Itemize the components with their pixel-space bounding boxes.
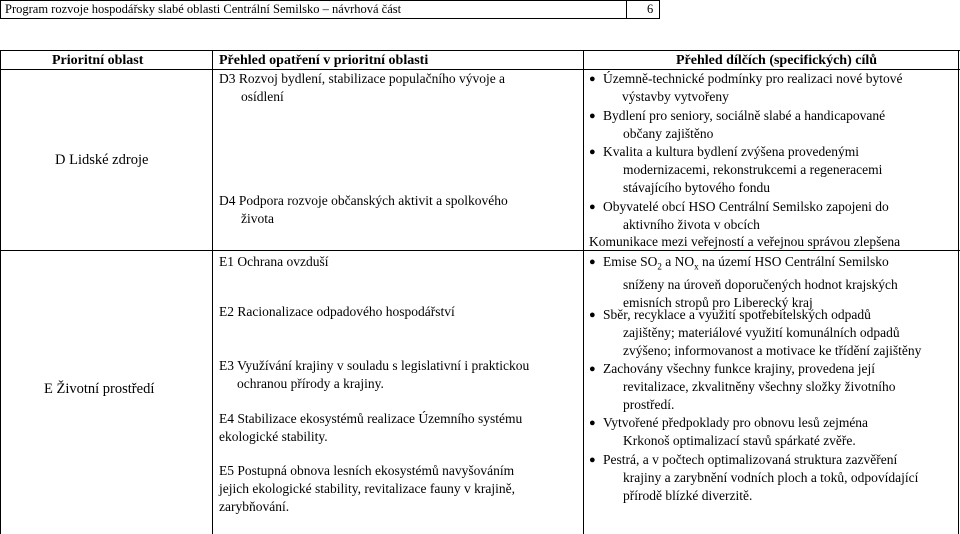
bullet-icon: ●: [589, 256, 596, 268]
bullet-icon: ●: [589, 454, 596, 466]
bullet-icon: ●: [589, 417, 596, 429]
priority-area-d: D Lidské zdroje: [55, 152, 149, 168]
page-header: [0, 0, 660, 19]
bullet-icon: ●: [589, 309, 596, 321]
column-divider-2: [583, 50, 584, 534]
bullet-icon: ●: [589, 73, 596, 85]
goal-e-1: ● Emise $SO_2$ a $NO_x$ na území HSO Centrální Semilsko sníženy na úroveň doporučených hodnot krajských emisních stropů pro Liberecký kraj: [603, 253, 959, 312]
measure-e2: E2 Racionalizace odpadového hospodářství: [219, 304, 455, 319]
measure-e3: E3 Využívání krajiny v souladu s legislativní i praktickou ochranou přírody a krajiny.: [219, 358, 530, 391]
table-left-border: [0, 50, 1, 534]
column-header-goals: Přehled dílčích (specifických) cílů: [676, 53, 878, 68]
column-divider-1: [212, 50, 213, 534]
goal-d-1: ● Územně-technické podmínky pro realizaci nové bytové výstavby vytvořeny: [589, 71, 903, 104]
bullet-icon: ●: [589, 201, 596, 213]
bullet-icon: ●: [589, 363, 596, 375]
document-title: Program rozvoje hospodářsky slabé oblasti Centrální Semilsko – návrhová část: [5, 2, 402, 16]
column-header-measures: Přehled opatření v prioritní oblasti: [219, 53, 429, 68]
measure-e4: E4 Stabilizace ekosystémů realizace Územního systému ekologické stability.: [219, 411, 523, 444]
header-divider: [626, 1, 627, 18]
goal-d-3: ● Kvalita a kultura bydlení zvýšena provedenými modernizacemi, rekonstrukcemi a regeneracemi stávajícího bytového fondu: [589, 144, 883, 195]
goal-d-4: ● Obyvatelé obcí HSO Centrální Semilsko zapojeni do aktivního života v obcích: [589, 199, 889, 232]
measure-e5: E5 Postupná obnova lesních ekosystémů navyšováním jejich ekologické stability, revitalizace fauny v krajině, zarybňování.: [219, 463, 516, 514]
bullet-icon: ●: [589, 110, 596, 122]
goal-e-4: ● Vytvořené předpoklady pro obnovu lesů zejména Krkonoš optimalizací stavů spárkaté zvěře.: [589, 415, 869, 448]
column-header-area: Prioritní oblast: [52, 53, 144, 68]
goal-e-3: ● Zachovány všechny funkce krajiny, provedena její revitalizace, zkvalitněny všechny složky životního prostředí.: [589, 361, 896, 412]
emission-goal-line: Emise $SO_2$ a $NO_x$ na území HSO Centrální Semilsko: [603, 254, 889, 272]
page-number: 6: [647, 2, 654, 16]
bullet-icon: ●: [589, 146, 596, 158]
goal-e-5: ● Pestrá, a v počtech optimalizovaná struktura zazvěření krajiny a zarybnění vodních ploch a toků, odpovídající přírodě blízké diverzitě.: [589, 452, 919, 503]
closing-goal-d: Komunikace mezi veřejností a veřejnou správou zlepšena: [589, 234, 901, 249]
measure-e1: E1 Ochrana ovzduší: [219, 254, 329, 269]
table-top-border: [0, 50, 960, 51]
goal-e-2: ● Sběr, recyklace a využití spotřebitelských odpadů zajištěny; materiálové využití komunálních odpadů zvýšeno; informovanost a motivace ke třídění zajištěny: [589, 307, 922, 358]
goal-d-2: ● Bydlení pro seniory, sociálně slabé a handicapované občany zajištěno: [589, 108, 886, 141]
measure-d4: D4 Podpora rozvoje občanských aktivit a spolkového života: [219, 193, 508, 226]
priority-area-e: E Životní prostředí: [44, 381, 155, 397]
measure-d3: D3 Rozvoj bydlení, stabilizace populačního vývoje a osídlení: [219, 71, 506, 104]
